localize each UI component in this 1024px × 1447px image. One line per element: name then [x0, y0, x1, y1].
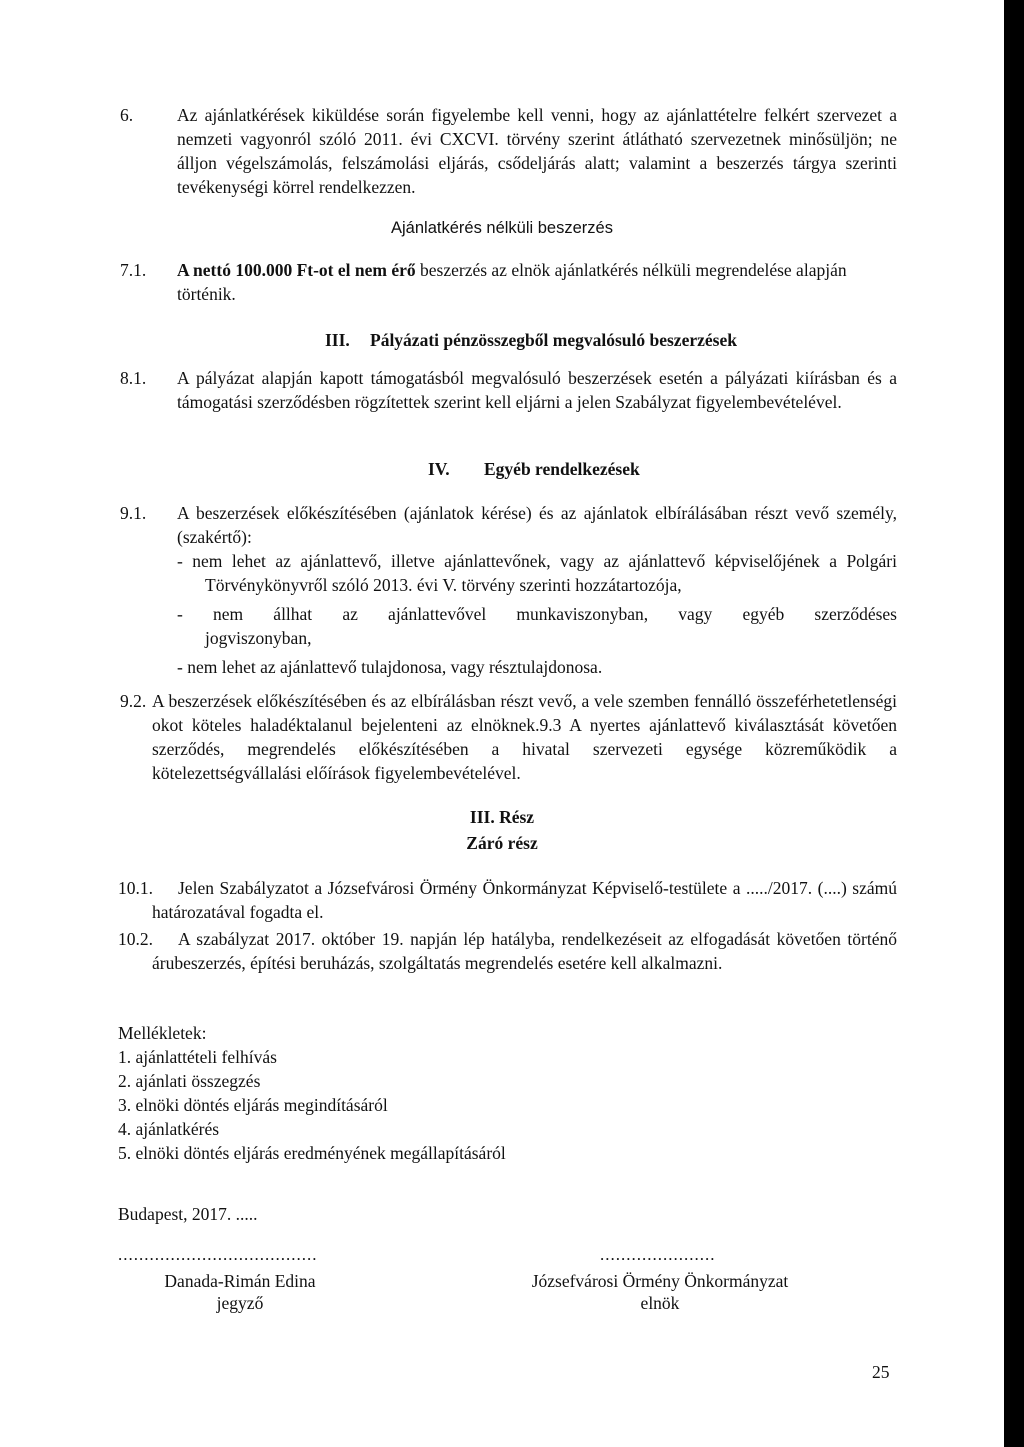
section-9-1-bullet-1 [177, 549, 897, 597]
signatory-role: elnök [640, 1293, 680, 1313]
attachments-label: Mellékletek: [118, 1023, 207, 1043]
section-4-roman: IV. [428, 459, 450, 479]
section-3-roman: III. [325, 330, 350, 350]
signatory-name: Danada-Rimán Edina [164, 1271, 316, 1291]
section-3-title: Pályázati pénzösszegből megvalósuló beszerzések [370, 330, 737, 350]
attachment-item: 2. ajánlati összegzés [118, 1071, 261, 1091]
attachment-item: 5. elnöki döntés eljárás eredményének megállapításáról [118, 1143, 506, 1163]
section-10-2-number: 10.2. [118, 929, 153, 949]
part-3-subtitle: Záró rész [466, 833, 538, 853]
section-9-1-bullet-2 [177, 602, 897, 650]
section-4-title: Egyéb rendelkezések [484, 459, 640, 479]
signatory-name: Józsefvárosi Örmény Önkormányzat [531, 1271, 789, 1291]
signature-line-left: ...................................... [118, 1245, 318, 1264]
page-number: 25 [872, 1362, 890, 1382]
place-date: Budapest, 2017. ..... [118, 1204, 258, 1224]
signature-line-right: ...................... [600, 1245, 716, 1264]
section-9-2-number: 9.2. [120, 691, 147, 711]
section-7-1-text [177, 258, 897, 306]
section-6-number: 6. [120, 105, 134, 125]
attachment-item: 4. ajánlatkérés [118, 1119, 220, 1139]
section-7-1-rest: beszerzés az elnök ajánlatkérés nélküli megrendelése alapján történik. [177, 260, 847, 304]
signature-right [480, 1270, 840, 1314]
section-9-2-text: A beszerzések előkészítésében és az elbírálásban részt vevő, a vele szemben fennálló összeférhetetlenségi okot köteles haladéktalanul bejelenteni az elnöknek.9.3 A nyertes ajánlattevő kiválasztását követően szerződés, megrendelés előkészítésében a hivatal szervezeti egysége közreműködik a kötelezettségvállalási előírások figyelembevételével. [152, 691, 897, 783]
section-10-2-text: A szabályzat 2017. október 19. napján lép hatályba, rendelkezéseit az elfogadását követően történő árubeszerzés, építési beruházás, szolgáltatás megrendelés esetére kell alkalmazni. [152, 929, 897, 973]
section-8-1-number: 8.1. [120, 368, 147, 388]
bullet-text: - nem lehet az ajánlattevő tulajdonosa, vagy résztulajdonosa. [177, 657, 603, 677]
bullet-text: - nem lehet az ajánlattevő, illetve ajánlattevőnek, vagy az ajánlattevő képviselőjének a Polgári Törvénykönyvről szóló 2013. évi V. törvény szerinti hozzátartozója, [177, 551, 897, 595]
attachment-item: 3. elnöki döntés eljárás megindításáról [118, 1095, 388, 1115]
section-9-1-number: 9.1. [120, 503, 147, 523]
section-7-1-number: 7.1. [120, 260, 147, 280]
section-9-1-text: A beszerzések előkészítésében (ajánlatok kérése) és az ajánlatok elbírálásában részt vevő személy, (szakértő): [177, 503, 897, 547]
part-3-title: III. Rész [469, 807, 535, 827]
section-8-1-text: A pályázat alapján kapott támogatásból megvalósuló beszerzések esetén a pályázati kiírásban és a támogatási szerződésben rögzítettek szerint kell eljárni a jelen Szabályzat figyelembevételével. [177, 368, 897, 412]
section-6-text: Az ajánlatkérések kiküldése során figyelembe kell venni, hogy az ajánlattételre felkért szervezet a nemzeti vagyonról szóló 2011. évi CXCVI. törvény szerint átlátható szervezetnek minősüljön; ne álljon végelszámolás, felszámolási eljárás, csődeljárás alatt; valamint a beszerzés tárgya szerinti tevékenységi körrel rendelkezzen. [177, 105, 897, 197]
section-10-1-text: Jelen Szabályzatot a Józsefvárosi Örmény Önkormányzat Képviselő-testülete a ...../2017. (....) számú határozatával fogadta el. [152, 878, 897, 922]
section-9-1-bullet-3 [177, 655, 897, 679]
bullet-text: - nem állhat az ajánlattevővel munkaviszonyban, vagy egyéb szerződéses jogviszonyban, [177, 604, 897, 648]
signatory-role: jegyző [216, 1293, 264, 1313]
section-10-1-number: 10.1. [118, 878, 153, 898]
heading-no-request-procurement: Ajánlatkérés nélküli beszerzés [391, 219, 613, 237]
section-7-1-bold: A nettó 100.000 Ft-ot el nem érő [177, 260, 416, 280]
attachment-item: 1. ajánlattételi felhívás [118, 1047, 277, 1067]
signature-left [110, 1270, 370, 1314]
